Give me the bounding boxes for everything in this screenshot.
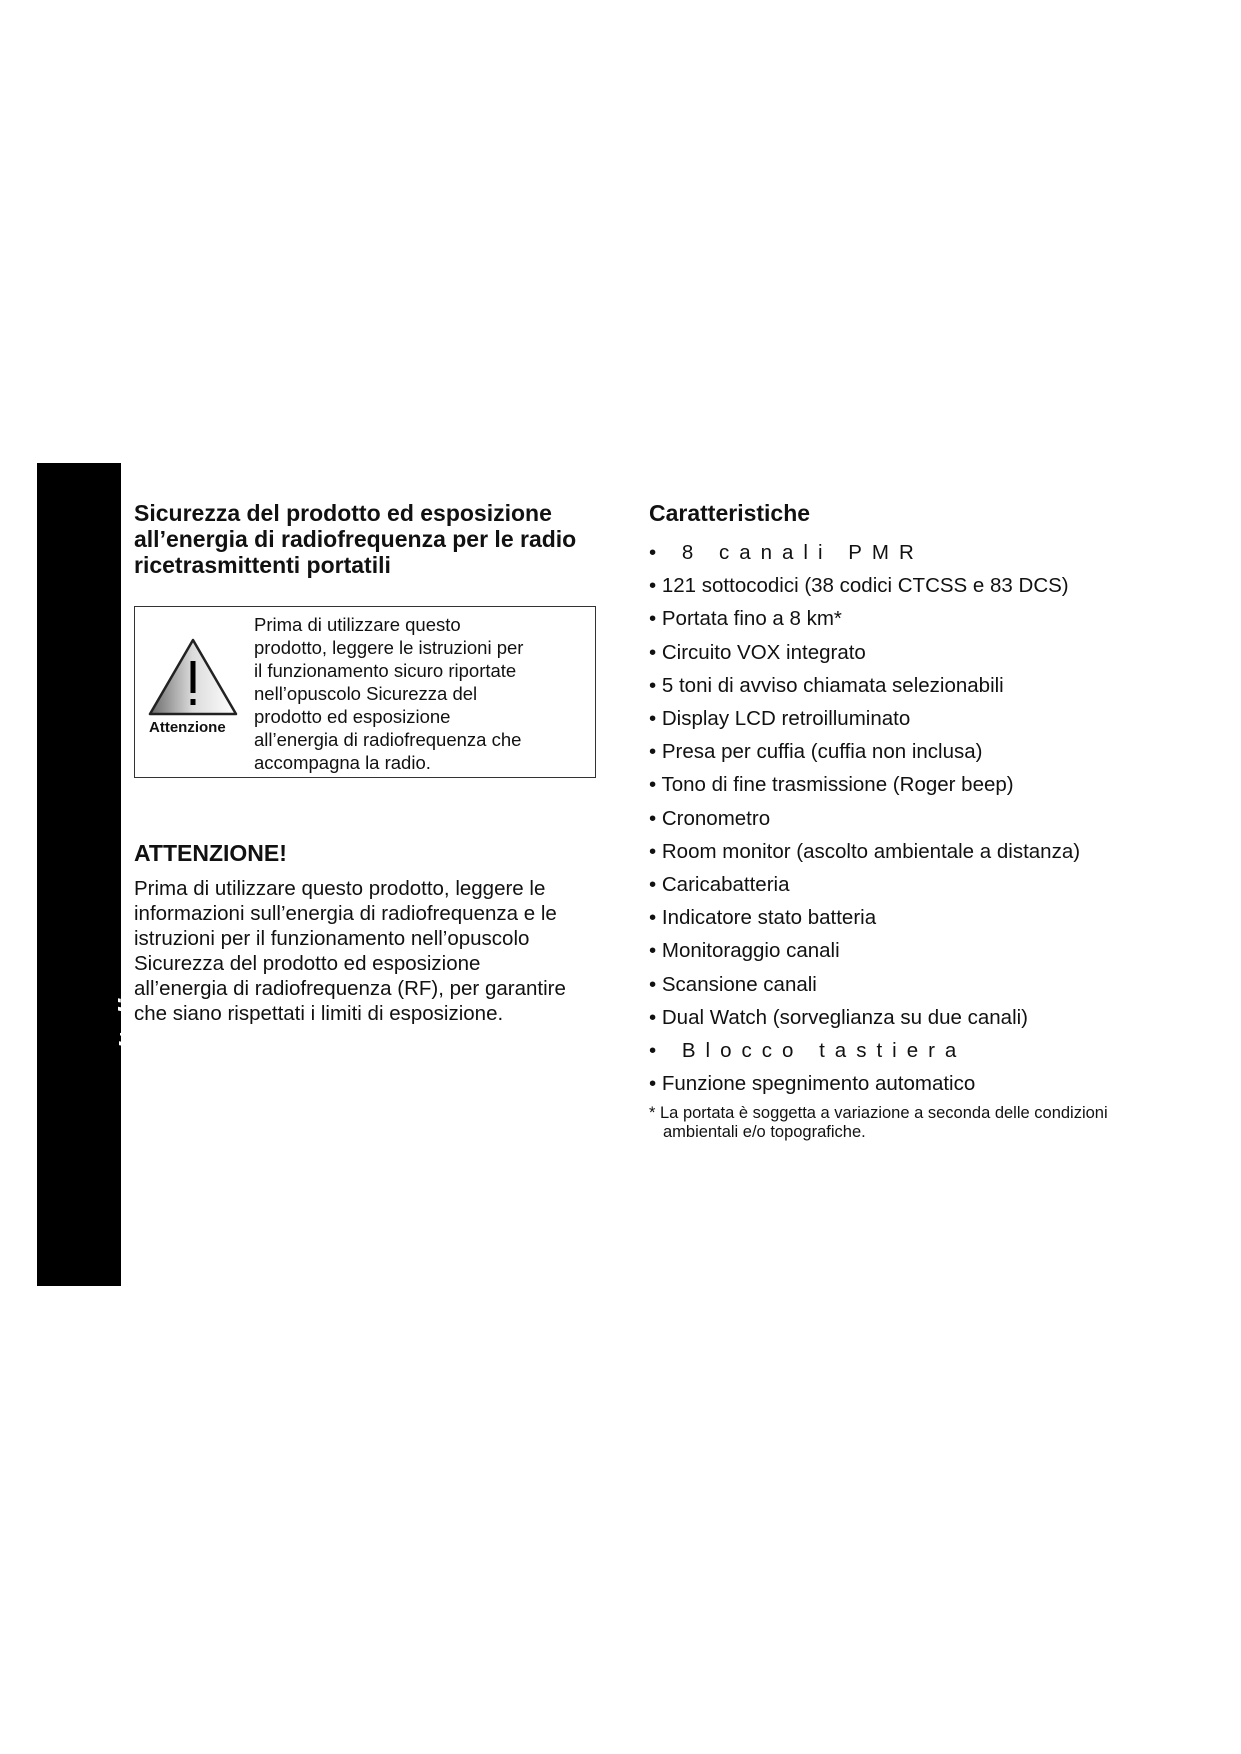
warning-triangle-icon [147,637,239,717]
warning-line: nell’opuscolo Sicurezza del [254,683,478,704]
feature-item: • Room monitor (ascolto ambientale a distanza) [649,839,1081,863]
features-list [649,536,1169,1100]
attention-line: all’energia di radiofrequenza (RF), per garantire [134,977,566,1000]
attention-line: Prima di utilizzare questo prodotto, leggere le [134,877,546,900]
feature-item: • Indicatore stato batteria [649,906,877,930]
page-number: 2 [72,1668,86,1696]
feature-item: • Display LCD retroilluminato [649,707,911,731]
safety-title-line: ricetrasmittenti portatili [134,552,391,578]
warning-line: prodotto ed esposizione [254,706,451,727]
feature-item: • 8 canali PMR [649,541,924,564]
feature-item: • Presa per cuffia (cuffia non inclusa) [649,740,983,764]
warning-caption: Attenzione [149,719,226,736]
feature-item: • 5 toni di avviso chiamata selezionabili [649,673,1004,697]
feature-item: • Funzione spegnimento automatico [649,1072,976,1096]
feature-item: • Caricabatteria [649,873,790,897]
safety-title-line: all’energia di radiofrequenza per le radio [134,526,577,552]
attention-line: istruzioni per il funzionamento nell’opuscolo [134,927,530,950]
attention-line: Sicurezza del prodotto ed esposizione [134,952,481,975]
features-section [649,500,1149,1141]
language-label: Italiano [113,946,144,1050]
attention-line: che siano rispettati i limiti di esposizione. [134,1002,504,1025]
warning-line: prodotto, leggere le istruzioni per [254,637,524,658]
warning-line: accompagna la radio. [254,752,431,773]
attention-line: informazioni sull’energia di radiofrequenza e le [134,902,557,925]
feature-item: • Circuito VOX integrato [649,640,866,664]
range-footnote: * La portata è soggetta a variazione a seconda delle condizioni ambientali e/o topografiche. [649,1104,1108,1141]
feature-item: • Monitoraggio canali [649,939,840,963]
feature-item: • Tono di fine trasmissione (Roger beep) [649,773,1014,797]
warning-box [134,606,596,778]
feature-item: • Cronometro [649,806,771,830]
safety-title [134,500,614,578]
warning-line: all’energia di radiofrequenza che [254,729,522,750]
sidebar-tab [37,463,144,1696]
attention-title: ATTENZIONE! [134,840,287,866]
feature-item: • 121 sottocodici (38 codici CTCSS e 83 DCS) [649,574,1069,598]
warning-text [254,613,584,774]
safety-title-line: Sicurezza del prodotto ed esposizione [134,500,552,526]
feature-item: • Scansione canali [649,972,817,996]
feature-item: • Dual Watch (sorveglianza su due canali) [649,1005,1029,1029]
safety-section [134,500,614,1025]
feature-item: • Portata fino a 8 km* [649,607,842,631]
features-title: Caratteristiche [649,500,811,526]
warning-line: Prima di utilizzare questo [254,614,461,635]
attention-body [134,876,614,1026]
feature-item: • Blocco tastiera [649,1039,967,1063]
warning-line: il funzionamento sicuro riportate [254,660,517,681]
